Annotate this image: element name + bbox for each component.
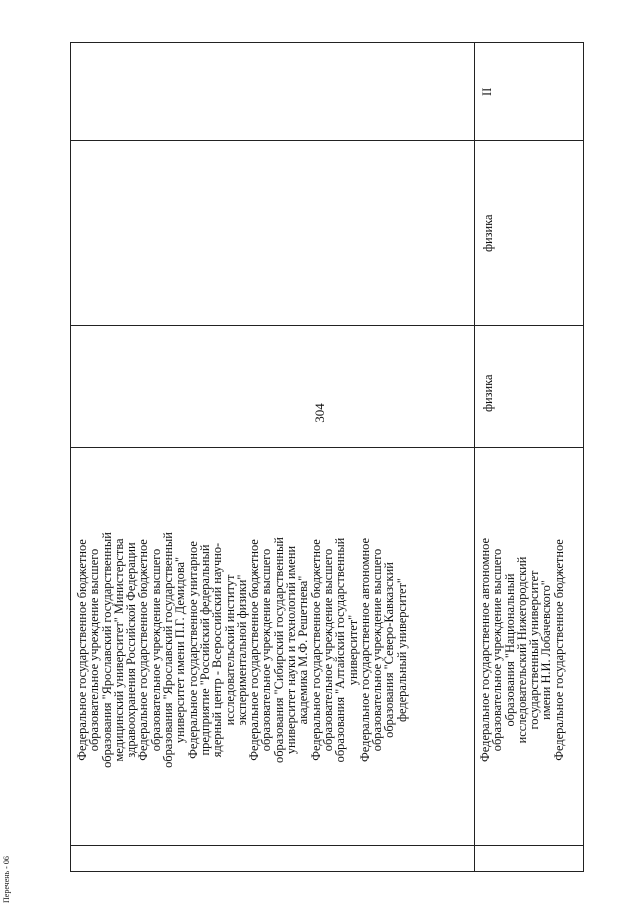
org-line: университет науки и технологий имени [284,545,299,755]
row-2-subject-2 [482,192,494,252]
org-line: образовательное учреждение высшего [370,548,385,752]
org-line: образования "Национальный [502,573,517,727]
org-line: образования "Ярославский государственный [161,532,176,768]
table-border-left [70,42,71,871]
table-border-bottom [70,871,584,872]
column-divider-3 [70,447,584,448]
org-line: образования "Сибирский государственный [271,537,286,763]
org-line: здравоохранения Российской Федерации [124,542,139,758]
org-line: предприятие "Российский федеральный [197,544,212,756]
org-line: образования "Северо-Кавказский [382,562,397,738]
org-line: образовательное учреждение высшего [148,548,163,752]
org-line: исследовательский институт [222,574,237,726]
org-line: университет имени П.Г. Демидова" [173,556,188,744]
column-divider-1 [70,140,584,141]
column-divider-4 [70,845,584,846]
table-border-right [583,42,584,871]
column-divider-2 [70,325,584,326]
org-line: академика М.Ф. Решетнева" [296,575,311,725]
org-line: образования "Алтайский государственный [333,537,348,763]
org-line: Федеральное государственное бюджетное [136,539,151,761]
footer-label: Перечень - 06 [2,856,11,903]
row-2-subject [482,352,494,412]
org-line: Федеральное государственное бюджетное [247,539,262,761]
org-line: Федеральное государственное унитарное [185,541,200,759]
org-line: медицинский университет" Министерства [111,538,126,762]
table-border-top [70,42,584,43]
org-line: Федеральное государственное бюджетное [551,539,566,761]
row-2-level [481,66,493,96]
level-cell: II [480,87,494,96]
row-divider [474,42,475,871]
org-line: Федеральное государственное бюджетное [308,539,323,761]
org-line: образовательное учреждение высшего [490,548,505,752]
org-line: имени Н.И. Лобачевского" [539,580,554,720]
subject-cell: физика [481,374,495,412]
org-line: ядерный центр - Всероссийский научно- [210,542,225,758]
org-line: Федеральное государственное автономное [357,538,372,762]
org-line: исследовательский Нижегородский [514,556,529,744]
org-line: экспериментальной физики" [234,574,249,726]
org-line: федеральный университет" [394,578,409,722]
page-number: 304 [312,403,327,423]
org-line: Федеральное государственное автономное [478,538,492,762]
org-line: образования "Ярославский государственный [99,532,114,768]
org-line: образовательное учреждение высшего [259,548,274,752]
org-line: образовательное учреждение высшего [87,548,102,752]
subject-cell-2: физика [481,214,495,252]
org-line: университет" [345,614,360,686]
row-1-organizations [76,459,408,841]
org-line: государственный университет [527,570,542,730]
row-2-organizations [479,459,565,841]
org-line: Федеральное государственное бюджетное [75,539,89,761]
org-line: образовательное учреждение высшего [320,548,335,752]
